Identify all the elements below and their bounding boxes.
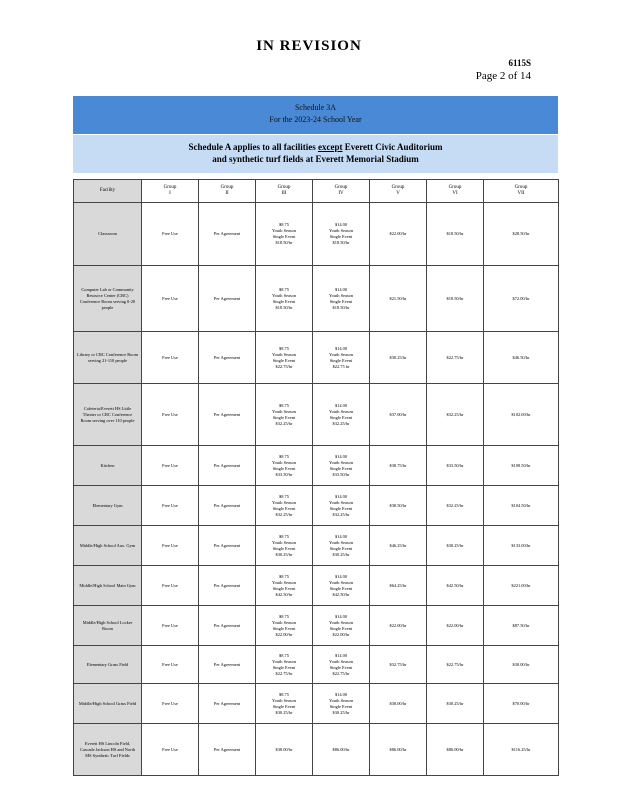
facility-name: Middle/High School Main Gym	[74, 566, 142, 606]
column-header-group	[484, 180, 559, 203]
group-5-fee: $22.00/hr	[370, 606, 427, 646]
group-3-fee: $8.75 Youth Season Single Event $22.00/hr	[256, 606, 313, 646]
facility-name: Library or CRC Conference Room serving 21-110 people	[74, 332, 142, 384]
applies-except: except	[317, 142, 343, 152]
group-1-fee: Free Use	[142, 384, 199, 446]
schedule-title: Schedule 3A	[294, 103, 337, 112]
group-7-fee: $221.00/hr	[484, 566, 559, 606]
facility-name: Elementary Gym	[74, 486, 142, 526]
table-row	[74, 332, 559, 384]
facility-name: Cafeteria/Everett HS Little Theater or CRC Conference Room serving over 110 people	[74, 384, 142, 446]
group-3-fee: $8.75 Youth Season Single Event $42.50/hr	[256, 566, 313, 606]
group-4-fee: $14.00 Youth Season Single Event $32.25/hr	[313, 384, 370, 446]
page-indicator: Page 2 of 14	[475, 70, 531, 82]
group-2-fee: Per Agreement	[199, 684, 256, 724]
group-3-fee: $8.75 Youth Season Single Event $30.25/hr	[256, 526, 313, 566]
group-3-fee: $8.75 Youth Season Single Event $22.75/hr	[256, 332, 313, 384]
group-4-fee: $14.00 Youth Season Single Event $30.25/hr	[313, 684, 370, 724]
group-4-fee: $14.00 Youth Season Single Event $30.25/hr	[313, 526, 370, 566]
group-5-fee: $21.50/hr	[370, 266, 427, 332]
column-label: Group	[391, 185, 405, 190]
table-row	[74, 566, 559, 606]
column-label: Group	[448, 185, 462, 190]
column-header-group	[427, 180, 484, 203]
group-4-fee: $14.00 Youth Season Single Event $42.50/hr	[313, 566, 370, 606]
facility-name: Middle/High School Grass Field	[74, 684, 142, 724]
group-5-fee: $64.25/hr	[370, 566, 427, 606]
group-6-fee: $32.25/hr	[427, 486, 484, 526]
column-header-facility	[74, 180, 142, 203]
group-1-fee: Free Use	[142, 446, 199, 486]
column-header-group	[142, 180, 199, 203]
column-header-group	[313, 180, 370, 203]
group-2-fee: Per Agreement	[199, 384, 256, 446]
group-5-fee: $30.25/hr	[370, 332, 427, 384]
group-1-fee: Free Use	[142, 684, 199, 724]
table-row	[74, 646, 559, 684]
group-3-fee: $8.75 Youth Season Single Event $32.25/hr	[256, 486, 313, 526]
column-header-group	[370, 180, 427, 203]
group-1-fee: Free Use	[142, 646, 199, 684]
facility-name: Everett HS Lincoln Field, Cascade Jackson HS and North MS Synthetic Turf Fields	[74, 724, 142, 776]
applies-post: Everett Civic Auditorium	[342, 142, 443, 152]
group-1-fee: Free Use	[142, 266, 199, 332]
group-7-fee: $28.50/hr	[484, 203, 559, 266]
group-6-fee: $22.75/hr	[427, 332, 484, 384]
group-7-fee: $102.00/hr	[484, 384, 559, 446]
group-4-fee: $14.00 Youth Season Single Event $33.50/hr	[313, 446, 370, 486]
table-row	[74, 384, 559, 446]
group-2-fee: Per Agreement	[199, 203, 256, 266]
group-3-fee: $8.75 Youth Season Single Event $18.50/hr	[256, 203, 313, 266]
column-group-number: IV	[338, 191, 344, 196]
table-row	[74, 684, 559, 724]
group-1-fee: Free Use	[142, 203, 199, 266]
group-2-fee: Per Agreement	[199, 646, 256, 684]
table-row	[74, 486, 559, 526]
group-3-fee: $8.75 Youth Season Single Event $33.50/hr	[256, 446, 313, 486]
column-label: Group	[334, 185, 348, 190]
schedule-banner	[73, 96, 558, 134]
group-4-fee: $14.00 Youth Season Single Event $22.75/hr	[313, 646, 370, 684]
facility-name: Kitchen	[74, 446, 142, 486]
group-4-fee: $14.00 Youth Season Single Event $18.50/hr	[313, 266, 370, 332]
column-group-number: I	[169, 191, 171, 196]
group-3-fee: $8.75 Youth Season Single Event $22.75/hr	[256, 646, 313, 684]
group-7-fee: $104.50/hr	[484, 486, 559, 526]
table-row	[74, 266, 559, 332]
column-group-number: II	[225, 191, 229, 196]
group-2-fee: Per Agreement	[199, 486, 256, 526]
column-group-number: V	[396, 191, 400, 196]
group-5-fee: $37.00/hr	[370, 384, 427, 446]
group-2-fee: Per Agreement	[199, 446, 256, 486]
facility-name: Middle/High School Locker Room	[74, 606, 142, 646]
group-7-fee: $116.25/hr	[484, 724, 559, 776]
group-7-fee: $87.50/hr	[484, 606, 559, 646]
group-2-fee: Per Agreement	[199, 606, 256, 646]
policy-number: 6115S	[508, 58, 531, 68]
group-1-fee: Free Use	[142, 486, 199, 526]
group-4-fee: $14.00 Youth Season Single Event $32.25/hr	[313, 486, 370, 526]
group-6-fee: $86.00/hr	[427, 724, 484, 776]
group-6-fee: $30.25/hr	[427, 526, 484, 566]
group-7-fee: $108.50/hr	[484, 446, 559, 486]
group-3-fee: $8.75 Youth Season Single Event $30.25/hr	[256, 684, 313, 724]
group-2-fee: Per Agreement	[199, 332, 256, 384]
group-7-fee: $133.00/hr	[484, 526, 559, 566]
facility-name: Classroom	[74, 203, 142, 266]
column-group-number: III	[281, 191, 287, 196]
table-row	[74, 203, 559, 266]
applies-pre: Schedule A applies to all facilities	[188, 142, 316, 152]
table-row	[74, 526, 559, 566]
group-1-fee: Free Use	[142, 606, 199, 646]
table-row	[74, 446, 559, 486]
table-row	[74, 606, 559, 646]
fee-schedule-table	[73, 179, 559, 776]
group-7-fee: $72.00/hr	[484, 266, 559, 332]
group-4-fee: $86.00/hr	[313, 724, 370, 776]
group-7-fee: $30.00/hr	[484, 646, 559, 684]
group-6-fee: $30.25/hr	[427, 684, 484, 724]
group-6-fee: $18.50/hr	[427, 203, 484, 266]
applies-line-1	[73, 141, 558, 153]
table-header-row	[74, 180, 559, 203]
group-3-fee: $38.00/hr	[256, 724, 313, 776]
group-1-fee: Free Use	[142, 724, 199, 776]
group-4-fee: $14.00 Youth Season Single Event $22.75 hr	[313, 332, 370, 384]
group-7-fee: $46.50/hr	[484, 332, 559, 384]
group-1-fee: Free Use	[142, 566, 199, 606]
group-2-fee: Per Agreement	[199, 266, 256, 332]
column-group-number: VI	[452, 191, 458, 196]
column-label: Group	[163, 185, 177, 190]
group-6-fee: $22.75/hr	[427, 646, 484, 684]
column-label: Facility	[99, 188, 116, 193]
group-5-fee: $46.25/hr	[370, 526, 427, 566]
group-5-fee: $38.50/hr	[370, 486, 427, 526]
group-2-fee: Per Agreement	[199, 526, 256, 566]
group-1-fee: Free Use	[142, 526, 199, 566]
group-6-fee: $33.50/hr	[427, 446, 484, 486]
school-year: For the 2023-24 School Year	[269, 115, 362, 124]
group-1-fee: Free Use	[142, 332, 199, 384]
group-2-fee: Per Agreement	[199, 724, 256, 776]
column-header-group	[199, 180, 256, 203]
group-4-fee: $14.00 Youth Season Single Event $18.50/hr	[313, 203, 370, 266]
group-3-fee: $8.75 Youth Season Single Event $18.50/hr	[256, 266, 313, 332]
group-4-fee: $14.00 Youth Season Single Event $22.00/hr	[313, 606, 370, 646]
group-5-fee: $32.75/hr	[370, 646, 427, 684]
group-5-fee: $86.00/hr	[370, 724, 427, 776]
table-row	[74, 724, 559, 776]
column-header-group	[256, 180, 313, 203]
column-label: Group	[277, 185, 291, 190]
facility-name: Computer Lab or Community Resource Center (CRC) Conference Room serving 0-20 people	[74, 266, 142, 332]
group-6-fee: $42.50/hr	[427, 566, 484, 606]
facility-name: Middle/High School Aux. Gym	[74, 526, 142, 566]
group-6-fee: $32.25/hr	[427, 384, 484, 446]
column-label: Group	[514, 185, 528, 190]
group-6-fee: $18.50/hr	[427, 266, 484, 332]
group-5-fee: $38.00/hr	[370, 684, 427, 724]
group-2-fee: Per Agreement	[199, 566, 256, 606]
group-5-fee: $38.75/hr	[370, 446, 427, 486]
revision-title: IN REVISION	[256, 38, 362, 54]
column-group-number: VII	[517, 191, 525, 196]
group-7-fee: $70.00/hr	[484, 684, 559, 724]
group-6-fee: $22.00/hr	[427, 606, 484, 646]
group-5-fee: $22.00/hr	[370, 203, 427, 266]
facility-name: Elementary Grass Field	[74, 646, 142, 684]
applies-note	[73, 135, 558, 173]
group-3-fee: $8.75 Youth Season Single Event $32.25/hr	[256, 384, 313, 446]
applies-line-2: and synthetic turf fields at Everett Memorial Stadium	[212, 154, 419, 164]
column-label: Group	[220, 185, 234, 190]
